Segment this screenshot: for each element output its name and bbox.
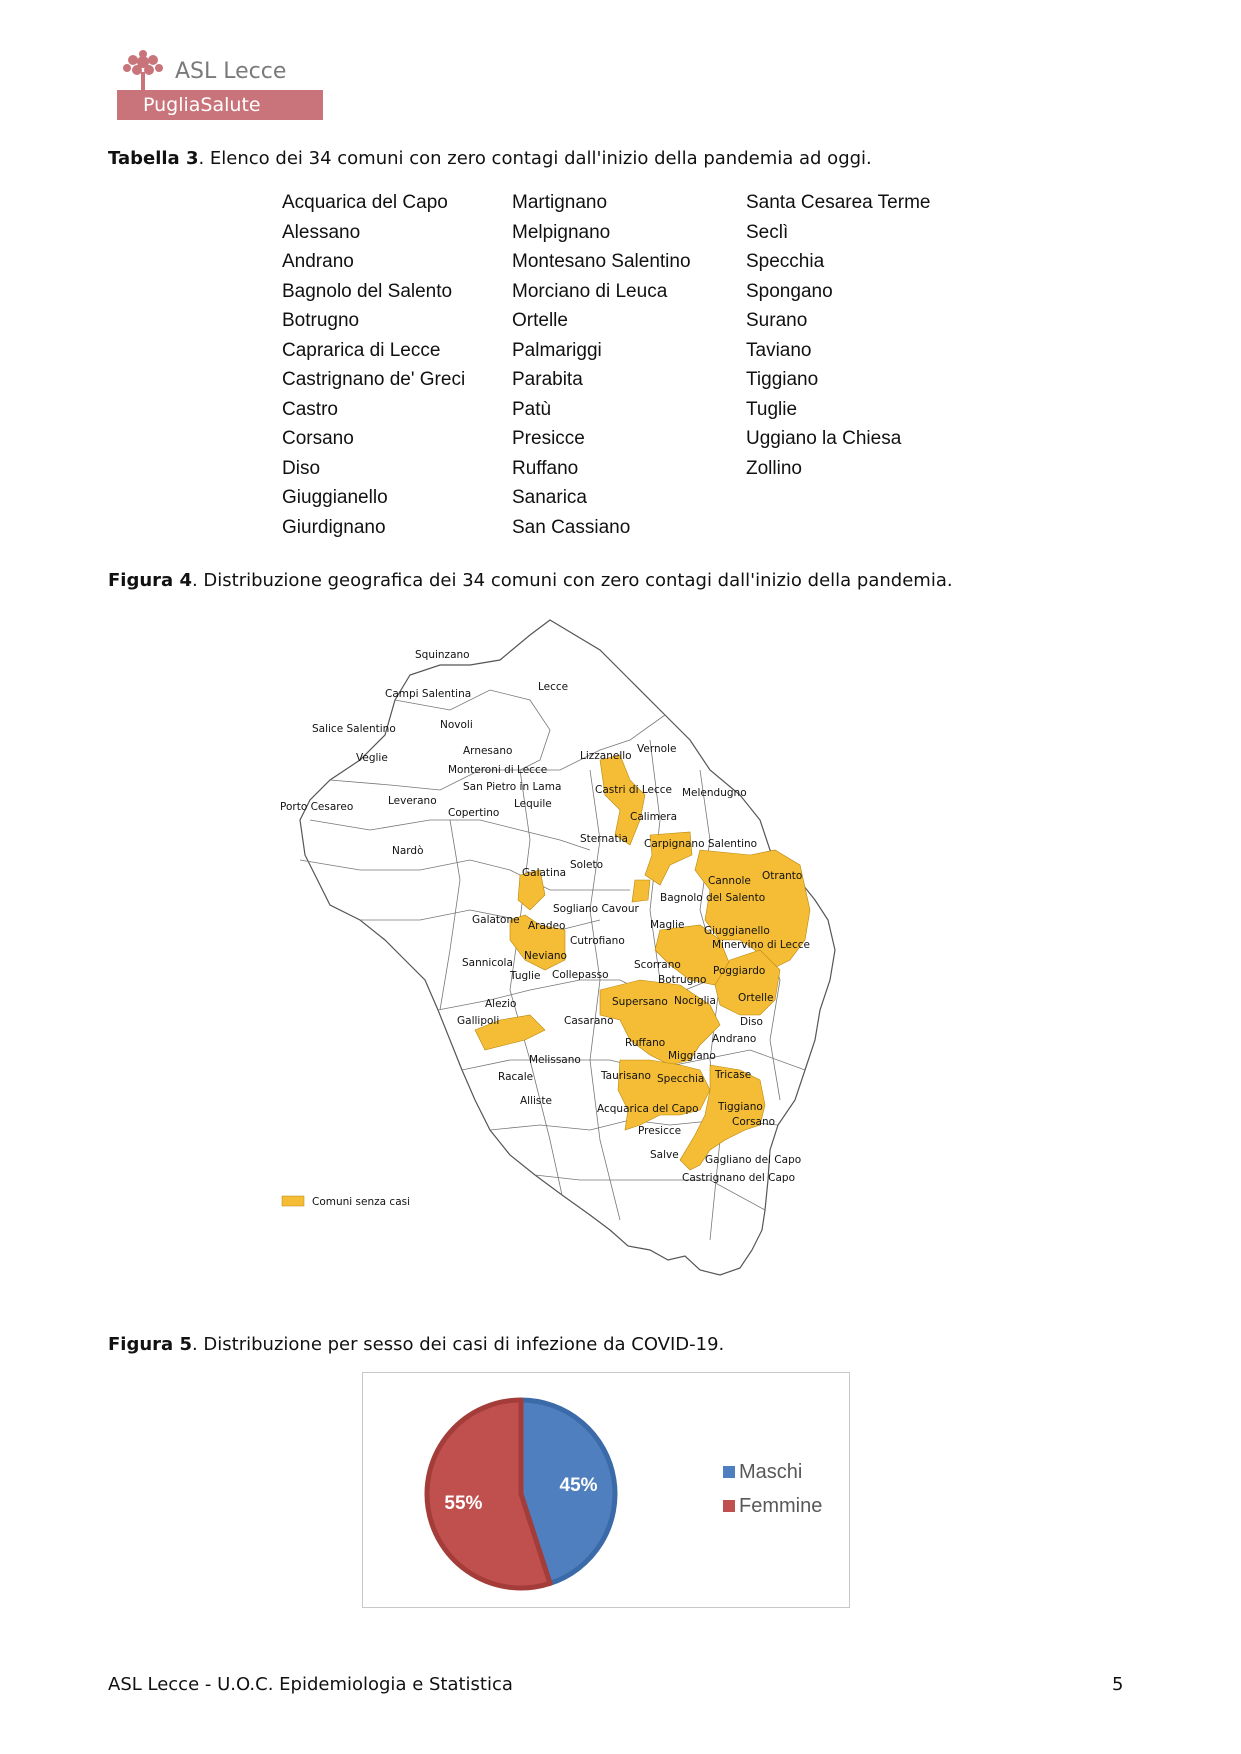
map-place-label: Leverano [388, 795, 437, 807]
table-cell: Parabita [512, 369, 583, 390]
table-cell: Presicce [512, 428, 585, 449]
map-place-label: Racale [498, 1071, 534, 1083]
table-cell: Acquarica del Capo [282, 192, 448, 213]
figure4-caption [108, 570, 953, 591]
table-cell: Castrignano de' Greci [282, 369, 466, 390]
logo-text-top: ASL Lecce [175, 59, 287, 84]
map-place-label: Castri di Lecce [595, 784, 672, 796]
legend-label-femmine: Femmine [739, 1495, 823, 1517]
map-place-label: Supersano [612, 996, 668, 1008]
table-cell: Taviano [746, 339, 812, 361]
table-cell: Tiggiano [746, 369, 819, 390]
table-cell: Ortelle [512, 310, 568, 331]
map-place-label: Corsano [732, 1116, 776, 1128]
table-cell: Diso [282, 457, 321, 479]
salento-map [280, 620, 940, 1310]
table-cell: Morciano di Leuca [512, 280, 668, 302]
legend-swatch-femmine [723, 1500, 735, 1512]
table-cell: Uggiano la Chiesa [746, 428, 902, 449]
logo-text-bottom: PugliaSalute [117, 90, 323, 120]
map-place-label: Alezio [485, 998, 517, 1010]
footer-text: ASL Lecce - U.O.C. Epidemiologia e Statistica [108, 1674, 513, 1695]
map-place-label: Sannicola [462, 957, 513, 969]
pie-data-label: 55% [444, 1493, 483, 1515]
table-cell: Zollino [746, 457, 802, 479]
map-place-label: Ortelle [738, 992, 774, 1004]
map-place-label: Squinzano [415, 649, 470, 661]
map-place-label: Casarano [564, 1015, 614, 1027]
page-number: 5 [1112, 1674, 1124, 1695]
map-place-label: Cutrofiano [570, 935, 625, 947]
table-cell: Alessano [282, 221, 361, 243]
map-legend-swatch [282, 1196, 304, 1206]
map-place-label: Sogliano Cavour [553, 903, 639, 915]
map-place-label: Porto Cesareo [280, 801, 354, 813]
map-place-label: Andrano [712, 1033, 757, 1045]
table-cell: Sanarica [512, 487, 587, 508]
map-place-label: Cannole [708, 875, 751, 887]
table-cell: Giuggianello [282, 487, 388, 508]
map-place-label: Neviano [524, 950, 567, 962]
table-cell: Montesano Salentino [512, 251, 691, 272]
map-place-label: Tuglie [510, 970, 541, 982]
asl-lecce-logo [115, 48, 325, 126]
map-place-label: Miggiano [668, 1050, 716, 1062]
map-place-label: Campi Salentina [385, 688, 472, 700]
pie-data-label: 45% [559, 1474, 598, 1496]
map-place-label: Lequile [514, 798, 552, 810]
table-cell: Bagnolo del Salento [282, 280, 453, 302]
legend-swatch-maschi [723, 1466, 735, 1478]
table-cell: Martignano [512, 192, 608, 213]
map-place-label: Alliste [520, 1095, 552, 1107]
table-cell: Tuglie [746, 398, 798, 420]
map-place-label: Novoli [440, 719, 473, 731]
map-place-label: Ruffano [625, 1037, 666, 1049]
map-place-label: Nociglia [674, 995, 716, 1007]
map-place-label: Otranto [762, 870, 803, 882]
map-place-label: Minervino di Lecce [712, 939, 811, 951]
figure5-label: Figura 5 [108, 1334, 192, 1355]
map-place-label: Lizzanello [580, 750, 632, 762]
map-place-label: Calimera [630, 811, 678, 823]
table3-text: . Elenco dei 34 comuni con zero contagi dall'inizio della pandemia ad oggi. [198, 148, 872, 169]
figure5-caption [108, 1334, 724, 1355]
map-place-label: Gagliano del Capo [705, 1154, 802, 1166]
table-cell: Giurdignano [282, 516, 386, 538]
table-cell: Seclì [746, 221, 789, 243]
pie-chart-frame [362, 1372, 850, 1608]
table-column-3 [746, 188, 930, 483]
table-cell: Melpignano [512, 221, 611, 243]
map-place-label: Copertino [448, 807, 500, 819]
map-place-label: Castrignano del Capo [682, 1172, 795, 1184]
tree-icon [115, 48, 171, 90]
map-place-label: Bagnolo del Salento [660, 892, 766, 904]
map-place-label: Botrugno [658, 974, 707, 986]
figure4-text: . Distribuzione geografica dei 34 comuni con zero contagi dall'inizio della pandemia. [191, 570, 953, 591]
map-place-label: Gallipoli [457, 1015, 500, 1027]
map-place-label: Taurisano [601, 1070, 651, 1082]
map-place-label: Melendugno [682, 787, 747, 799]
table-cell: San Cassiano [512, 516, 631, 538]
map-place-label: Giuggianello [704, 925, 770, 937]
table-cell: Corsano [282, 428, 354, 449]
table3-caption [108, 148, 872, 169]
map-place-label: Maglie [650, 919, 685, 931]
figure4-label: Figura 4 [108, 570, 192, 591]
area-maglie [632, 880, 650, 902]
table-column-2 [512, 188, 691, 542]
map-place-label: San Pietro in Lama [463, 781, 562, 793]
map-place-label: Soleto [570, 859, 604, 871]
table-cell: Spongano [746, 280, 833, 302]
table-cell: Botrugno [282, 310, 360, 331]
table-cell: Caprarica di Lecce [282, 339, 441, 361]
table-cell: Castro [282, 398, 338, 420]
map-place-label: Poggiardo [713, 965, 766, 977]
map-place-label: Specchia [657, 1073, 705, 1085]
table-cell: Palmariggi [512, 339, 602, 361]
map-place-label: Scorrano [634, 959, 681, 971]
map-place-label: Salve [650, 1149, 679, 1161]
map-place-label: Vernole [637, 743, 677, 755]
map-place-label: Diso [740, 1016, 763, 1028]
map-place-label: Monteroni di Lecce [448, 764, 548, 776]
map-place-label: Collepasso [552, 969, 609, 981]
table-cell: Santa Cesarea Terme [746, 192, 931, 213]
map-place-label: Galatina [522, 867, 567, 879]
map-legend-label: Comuni senza casi [312, 1196, 411, 1208]
map-place-label: Nardò [392, 845, 424, 857]
table-column-1 [282, 188, 465, 542]
map-place-label: Lecce [538, 681, 569, 693]
map-place-label: Tiggiano [718, 1101, 763, 1113]
map-place-label: Salice Salentino [312, 723, 396, 735]
map-place-label: Melissano [529, 1054, 581, 1066]
figure5-text: . Distribuzione per sesso dei casi di infezione da COVID-19. [191, 1334, 725, 1355]
table-cell: Andrano [282, 251, 354, 272]
map-place-label: Tricase [715, 1069, 752, 1081]
map-place-label: Veglie [356, 752, 388, 764]
table-cell: Surano [746, 310, 808, 331]
map-place-label: Acquarica del Capo [597, 1103, 699, 1115]
map-place-label: Presicce [638, 1125, 682, 1137]
sex-distribution-pie-chart [363, 1373, 849, 1607]
table-cell: Ruffano [512, 457, 579, 479]
table-cell: Specchia [746, 251, 825, 272]
table3-label: Tabella 3 [108, 148, 199, 169]
map-place-label: Carpignano Salentino [644, 838, 758, 850]
legend-label-maschi: Maschi [739, 1461, 803, 1483]
map-place-label: Sternatia [580, 833, 628, 845]
map-place-label: Galatone [472, 914, 520, 926]
table-cell: Patù [512, 398, 552, 420]
map-place-label: Arnesano [463, 745, 513, 757]
map-place-label: Aradeo [528, 920, 566, 932]
